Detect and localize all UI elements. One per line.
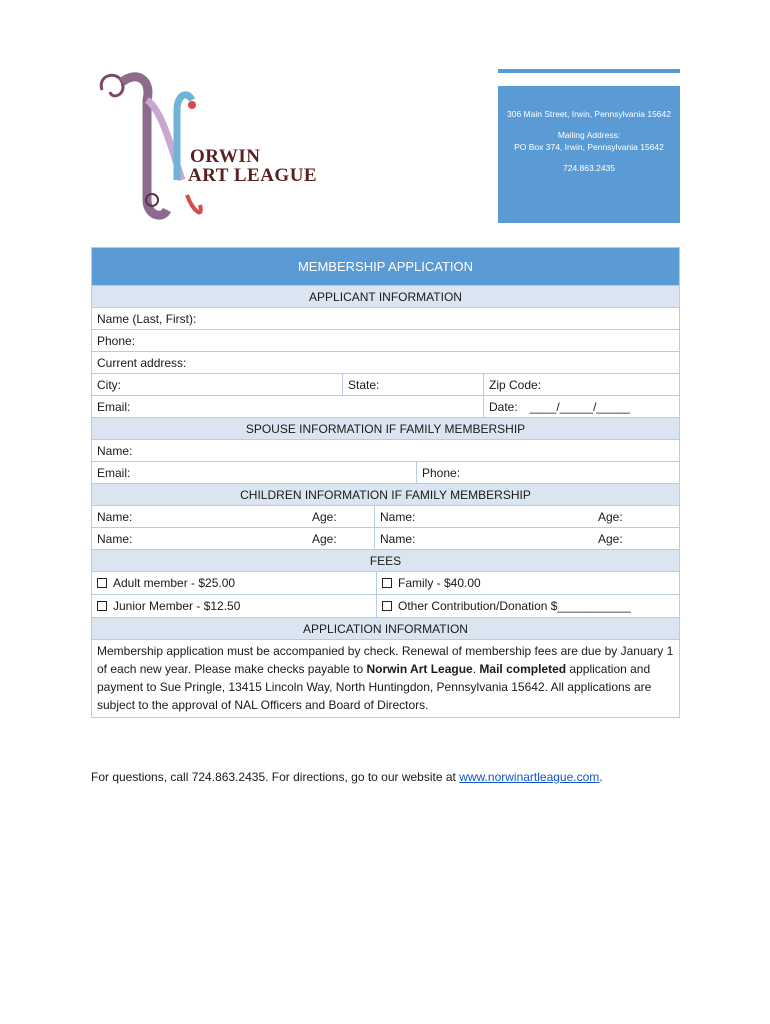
info-bold-2: Mail completed (479, 662, 567, 676)
email-field[interactable]: Email: (97, 399, 131, 414)
child-4-name-field[interactable]: Name: (374, 528, 593, 549)
fee-junior-label: Junior Member - $12.50 (113, 599, 241, 613)
fees-heading: FEES (92, 550, 679, 572)
fee-family-label: Family - $40.00 (398, 576, 481, 590)
spouse-heading: SPOUSE INFORMATION IF FAMILY MEMBERSHIP (92, 418, 679, 440)
child-3-age-field[interactable]: Age: (312, 531, 337, 546)
child-1-age-field[interactable]: Age: (312, 509, 337, 524)
date-label: Date: (489, 399, 518, 414)
form-title: MEMBERSHIP APPLICATION (92, 248, 679, 286)
spouse-email-field[interactable]: Email: (97, 465, 131, 480)
info-text-2: . (472, 662, 480, 676)
children-heading: CHILDREN INFORMATION IF FAMILY MEMBERSHIP (92, 484, 679, 506)
fee-adult-label: Adult member - $25.00 (113, 576, 236, 590)
membership-form (91, 247, 680, 718)
address-block (498, 86, 680, 223)
child-3-name-field[interactable]: Name: (97, 531, 133, 546)
fee-family-option[interactable] (376, 572, 679, 594)
mailing-label: Mailing Address: (557, 129, 621, 140)
logo-line-1: ORWIN (190, 146, 261, 167)
info-bold-1: Norwin Art League (366, 662, 473, 676)
checkbox-icon[interactable] (382, 578, 392, 588)
city-field[interactable]: City: (97, 377, 121, 392)
address-field[interactable]: Current address: (97, 355, 187, 370)
footer-text: For questions, call 724.863.2435. For directions, go to our website at (91, 770, 460, 784)
fee-other-label: Other Contribution/Donation $___________ (398, 599, 631, 613)
logo-line-2: ART LEAGUE (188, 165, 318, 186)
info-heading: APPLICATION INFORMATION (92, 618, 679, 640)
website-link[interactable]: www.norwinartleague.com (459, 770, 600, 784)
checkbox-icon[interactable] (97, 601, 107, 611)
zip-field[interactable]: Zip Code: (483, 374, 679, 395)
street-address: 306 Main Street, Irwin, Pennsylvania 15642 (507, 109, 671, 119)
child-4-age-field[interactable]: Age: (598, 531, 623, 546)
footer-note (91, 770, 603, 784)
phone-field[interactable]: Phone: (97, 333, 136, 348)
fee-junior-option[interactable] (92, 595, 376, 617)
date-blank: ____/_____/_____ (529, 399, 630, 414)
checkbox-icon[interactable] (97, 578, 107, 588)
norwin-art-league-logo (92, 70, 332, 225)
checkbox-icon[interactable] (382, 601, 392, 611)
child-2-age-field[interactable]: Age: (598, 509, 623, 524)
spouse-name-field[interactable]: Name: (97, 443, 133, 458)
child-1-name-field[interactable]: Name: (97, 509, 133, 524)
date-field[interactable] (483, 396, 679, 417)
info-text-3: application and payment to Sue Pringle, 13415 Lincoln Way, North Huntingdon, Pennsylvania 15642. All applications are subject to the approval of NAL Officers and Board of Directors. (97, 662, 652, 712)
spouse-phone-field[interactable]: Phone: (416, 462, 679, 483)
name-field[interactable]: Name (Last, First): (97, 311, 197, 326)
header-accent-bar (498, 69, 680, 73)
info-text-1: Membership application must be accompanied by check. Renewal of membership fees are due by January 1 of each new year. Please make checks payable to (97, 644, 674, 676)
state-field[interactable]: State: (342, 374, 483, 395)
fee-other-option[interactable] (376, 595, 679, 617)
application-info-text (92, 640, 679, 717)
footer-end: . (599, 770, 603, 784)
applicant-heading: APPLICANT INFORMATION (92, 286, 679, 308)
phone-number: 724.863.2435 (563, 162, 615, 173)
fee-adult-option[interactable] (92, 572, 376, 594)
mailing-address: PO Box 374, Irwin, Pennsylvania 15642 (514, 142, 664, 152)
child-2-name-field[interactable]: Name: (374, 506, 593, 527)
